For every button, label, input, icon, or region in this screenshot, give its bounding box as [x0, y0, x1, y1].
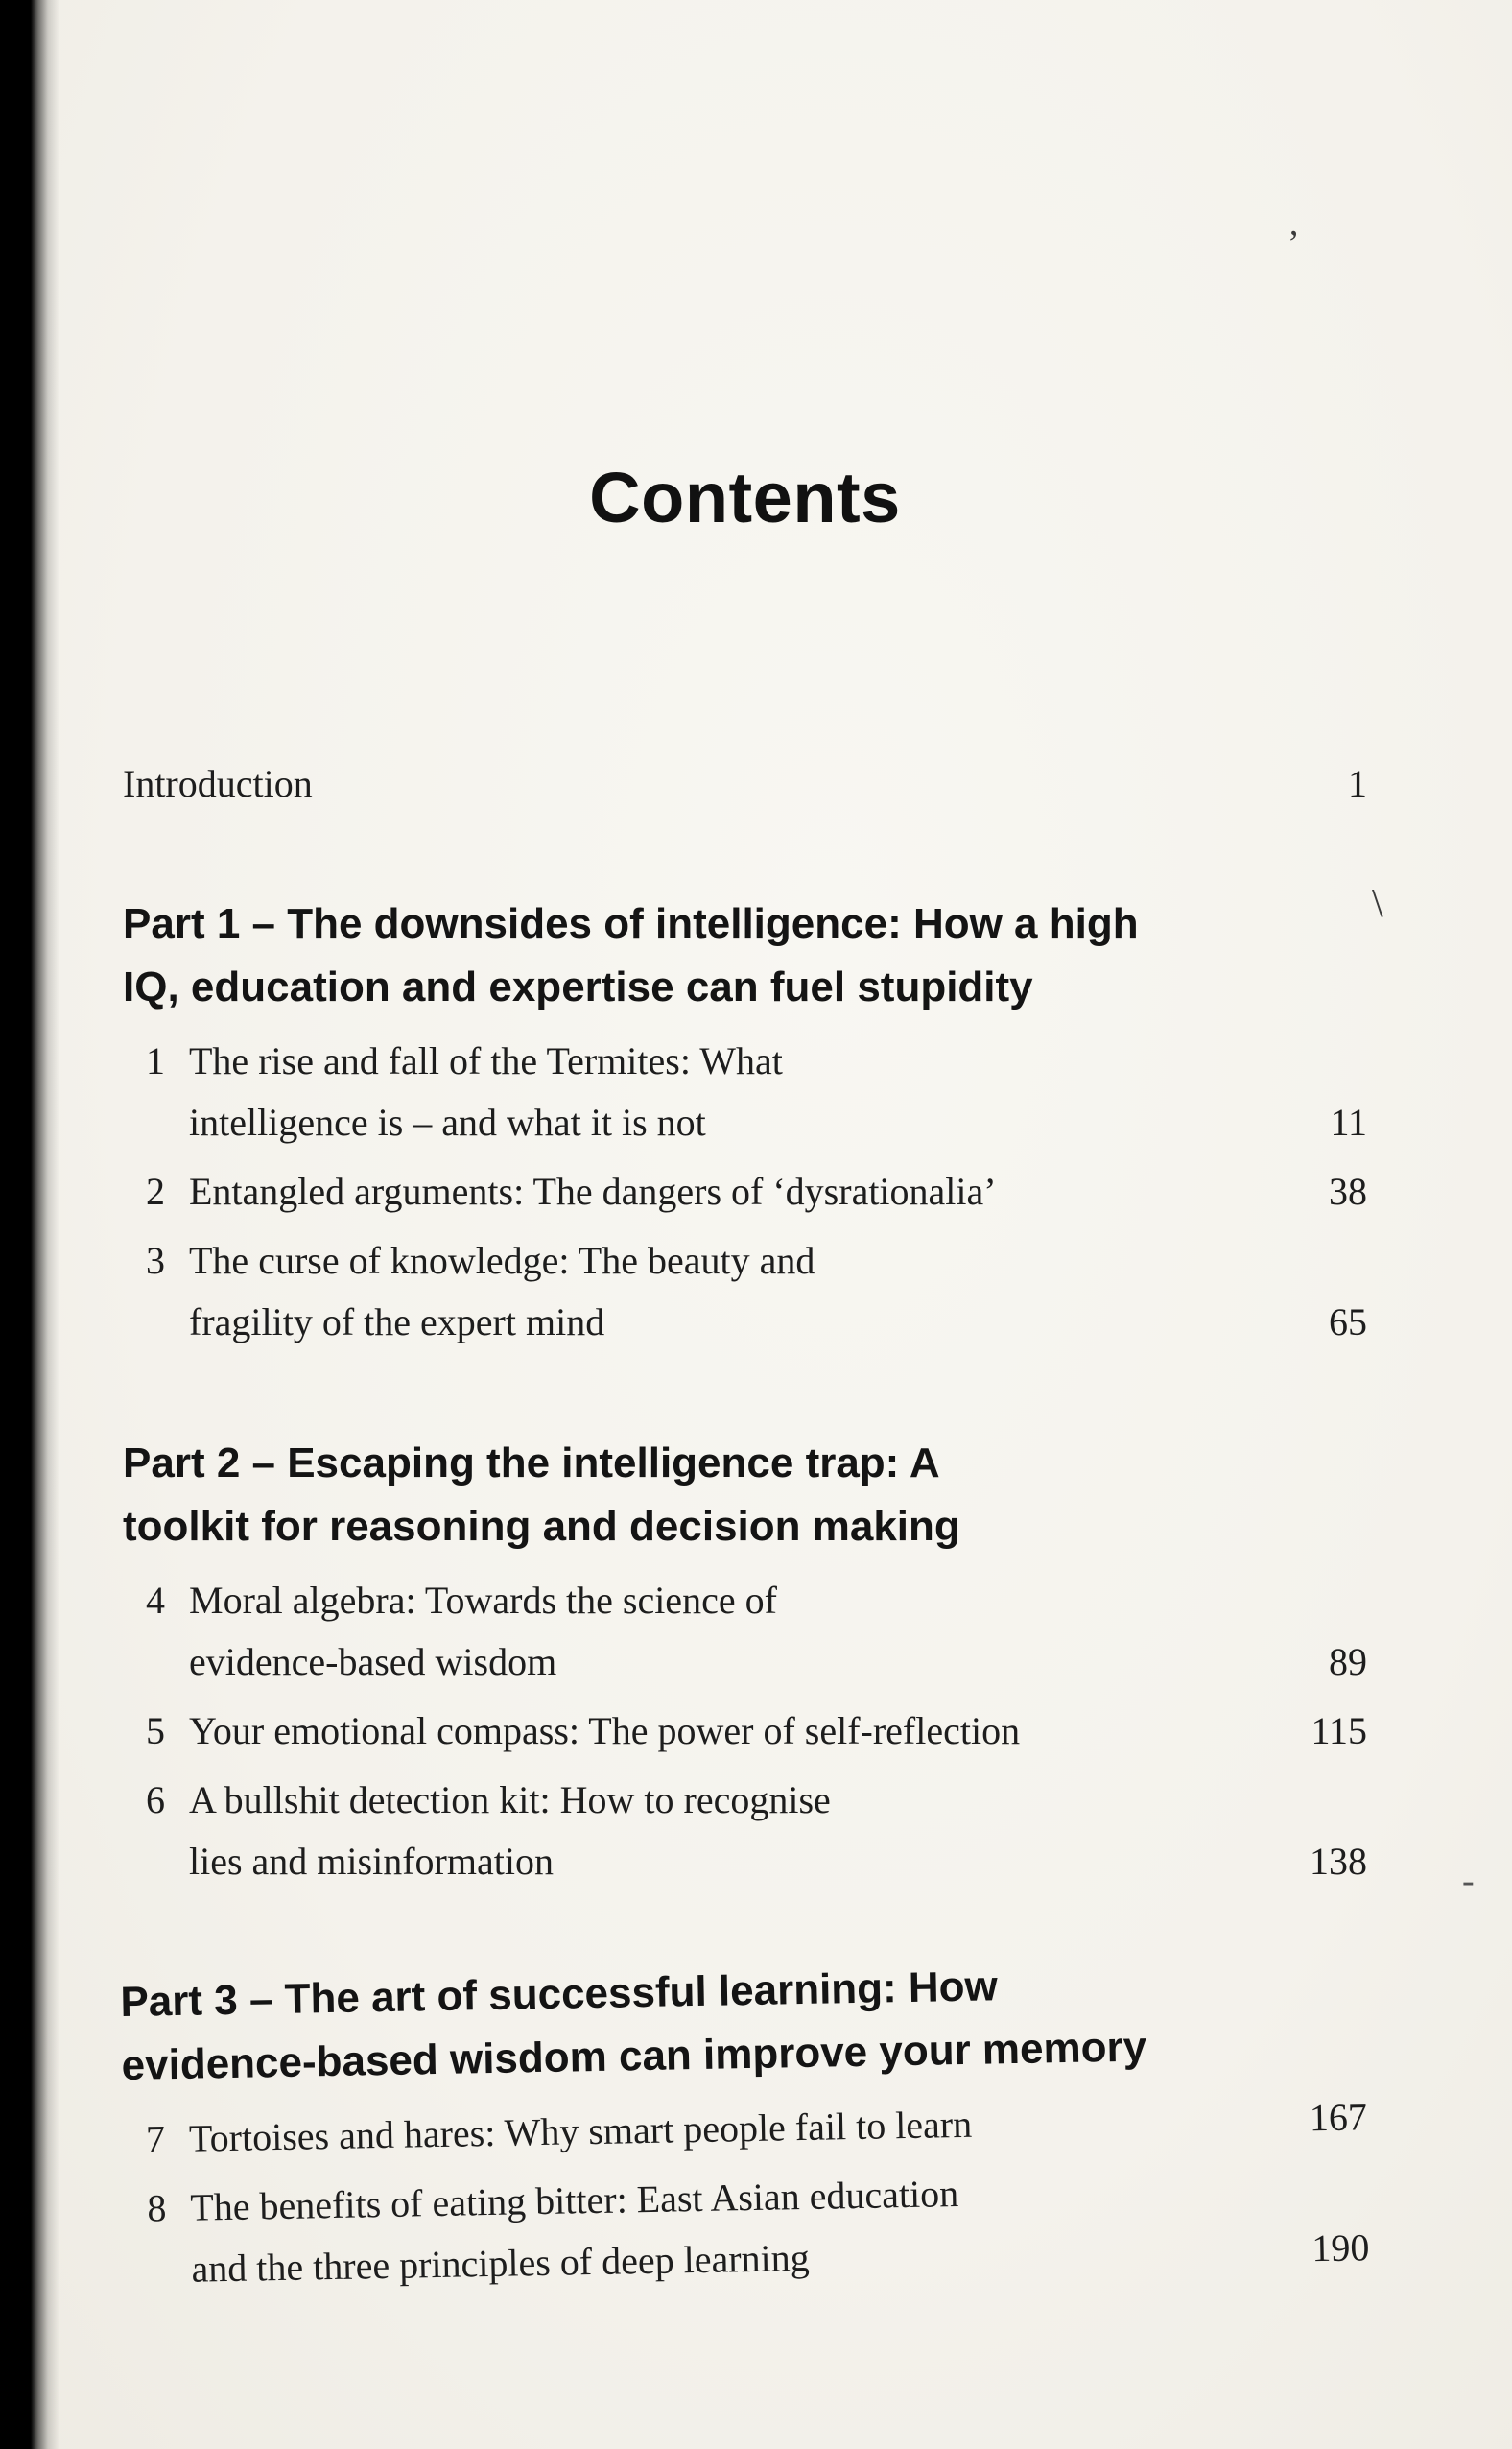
- part-1-chapters: [123, 1031, 1367, 1353]
- chapter-title-line: The curse of knowledge: The beauty and: [189, 1239, 815, 1282]
- part-2-chapters: [123, 1570, 1367, 1892]
- chapter-title-line: The benefits of eating bitter: East Asian education: [189, 2172, 959, 2229]
- chapter-title-line: Tortoises and hares: Why smart people fail to learn: [188, 2102, 973, 2160]
- chapter-number: [126, 2282, 192, 2283]
- chapter-line: [123, 1092, 1367, 1153]
- page-title: Contents: [589, 458, 901, 537]
- part-heading-line: Part 3 – The art of successful learning: How: [119, 1962, 999, 2027]
- toc-chapter-4: [123, 1570, 1367, 1693]
- chapter-line: [123, 1770, 1367, 1831]
- chapter-page-number: 190: [1311, 2225, 1370, 2271]
- binding-shadow: [0, 0, 59, 2449]
- scan-artifact-mark: -: [1462, 1861, 1475, 1901]
- chapter-title-line: intelligence is – and what it is not: [189, 1101, 706, 1144]
- chapter-title-line: Your emotional compass: The power of self-reflection: [189, 1709, 1021, 1752]
- chapter-number: 4: [146, 1579, 165, 1622]
- chapter-number: 6: [146, 1778, 165, 1821]
- book-page-content: [119, 0, 1370, 2309]
- part-heading-line: Part 2 – Escaping the intelligence trap: A: [123, 1439, 940, 1486]
- chapter-line: [123, 1570, 1367, 1631]
- toc-part-1: [123, 892, 1367, 1353]
- toc-intro-row: [123, 754, 1367, 814]
- part-2-heading: [123, 1432, 1367, 1558]
- toc-chapter-2: [123, 1161, 1367, 1223]
- chapter-title-line: The rise and fall of the Termites: What: [189, 1039, 783, 1082]
- chapter-line: [123, 1631, 1367, 1693]
- part-heading-line: Part 1 – The downsides of intelligence: How a high: [123, 900, 1139, 947]
- chapter-title-line: lies and misinformation: [189, 1840, 554, 1883]
- chapter-page-number: 167: [1309, 2095, 1368, 2140]
- part-3-heading: [120, 1948, 1366, 2098]
- chapter-page-number: 89: [1329, 1640, 1367, 1683]
- chapter-title-line: A bullshit detection kit: How to recognise: [189, 1778, 831, 1821]
- part-heading-line: toolkit for reasoning and decision making: [123, 1503, 960, 1550]
- chapter-title-line: evidence-based wisdom: [189, 1640, 557, 1683]
- chapter-number: 5: [146, 1709, 165, 1752]
- chapter-page-number: 138: [1310, 1840, 1367, 1883]
- part-heading-line: IQ, education and expertise can fuel stupidity: [123, 963, 1033, 1011]
- chapter-title-line: Entangled arguments: The dangers of ‘dysrationalia’: [189, 1170, 997, 1213]
- toc-chapter-8: [124, 2155, 1370, 2301]
- toc-parts: [119, 892, 1370, 2301]
- intro-label: Introduction: [123, 762, 313, 805]
- toc-chapter-5: [123, 1700, 1367, 1762]
- chapter-number: 7: [145, 2117, 166, 2161]
- chapter-line: [123, 1292, 1367, 1353]
- scan-artifact-mark: \: [1372, 882, 1383, 926]
- chapter-number: 1: [146, 1039, 165, 1082]
- chapter-page-number: 11: [1330, 1101, 1367, 1144]
- chapter-title-line: Moral algebra: Towards the science of: [189, 1579, 777, 1622]
- chapter-number: 8: [146, 2186, 167, 2230]
- toc-part-3: [120, 1948, 1370, 2301]
- chapter-line: [123, 1700, 1367, 1762]
- chapter-number: 3: [146, 1239, 165, 1282]
- toc-chapter-1: [123, 1031, 1367, 1153]
- chapter-line: [123, 1161, 1367, 1223]
- part-3-chapters: [122, 2086, 1369, 2301]
- chapter-line: [123, 1031, 1367, 1092]
- chapter-number: 2: [146, 1170, 165, 1213]
- chapter-page-number: 38: [1329, 1170, 1367, 1213]
- scan-artifact-mark: ’: [1288, 224, 1300, 264]
- toc-chapter-3: [123, 1230, 1367, 1353]
- chapter-page-number: 115: [1311, 1709, 1367, 1752]
- chapter-title-line: and the three principles of deep learning: [191, 2235, 811, 2291]
- chapter-line: [123, 1831, 1367, 1892]
- chapter-title-line: fragility of the expert mind: [189, 1300, 605, 1343]
- chapter-line: [123, 1230, 1367, 1292]
- intro-page-number: 1: [1348, 762, 1367, 805]
- toc-part-2: [123, 1432, 1367, 1892]
- part-heading-line: evidence-based wisdom can improve your memory: [121, 2023, 1147, 2090]
- chapter-page-number: 65: [1329, 1300, 1367, 1343]
- part-1-heading: [123, 892, 1367, 1019]
- toc-chapter-6: [123, 1770, 1367, 1892]
